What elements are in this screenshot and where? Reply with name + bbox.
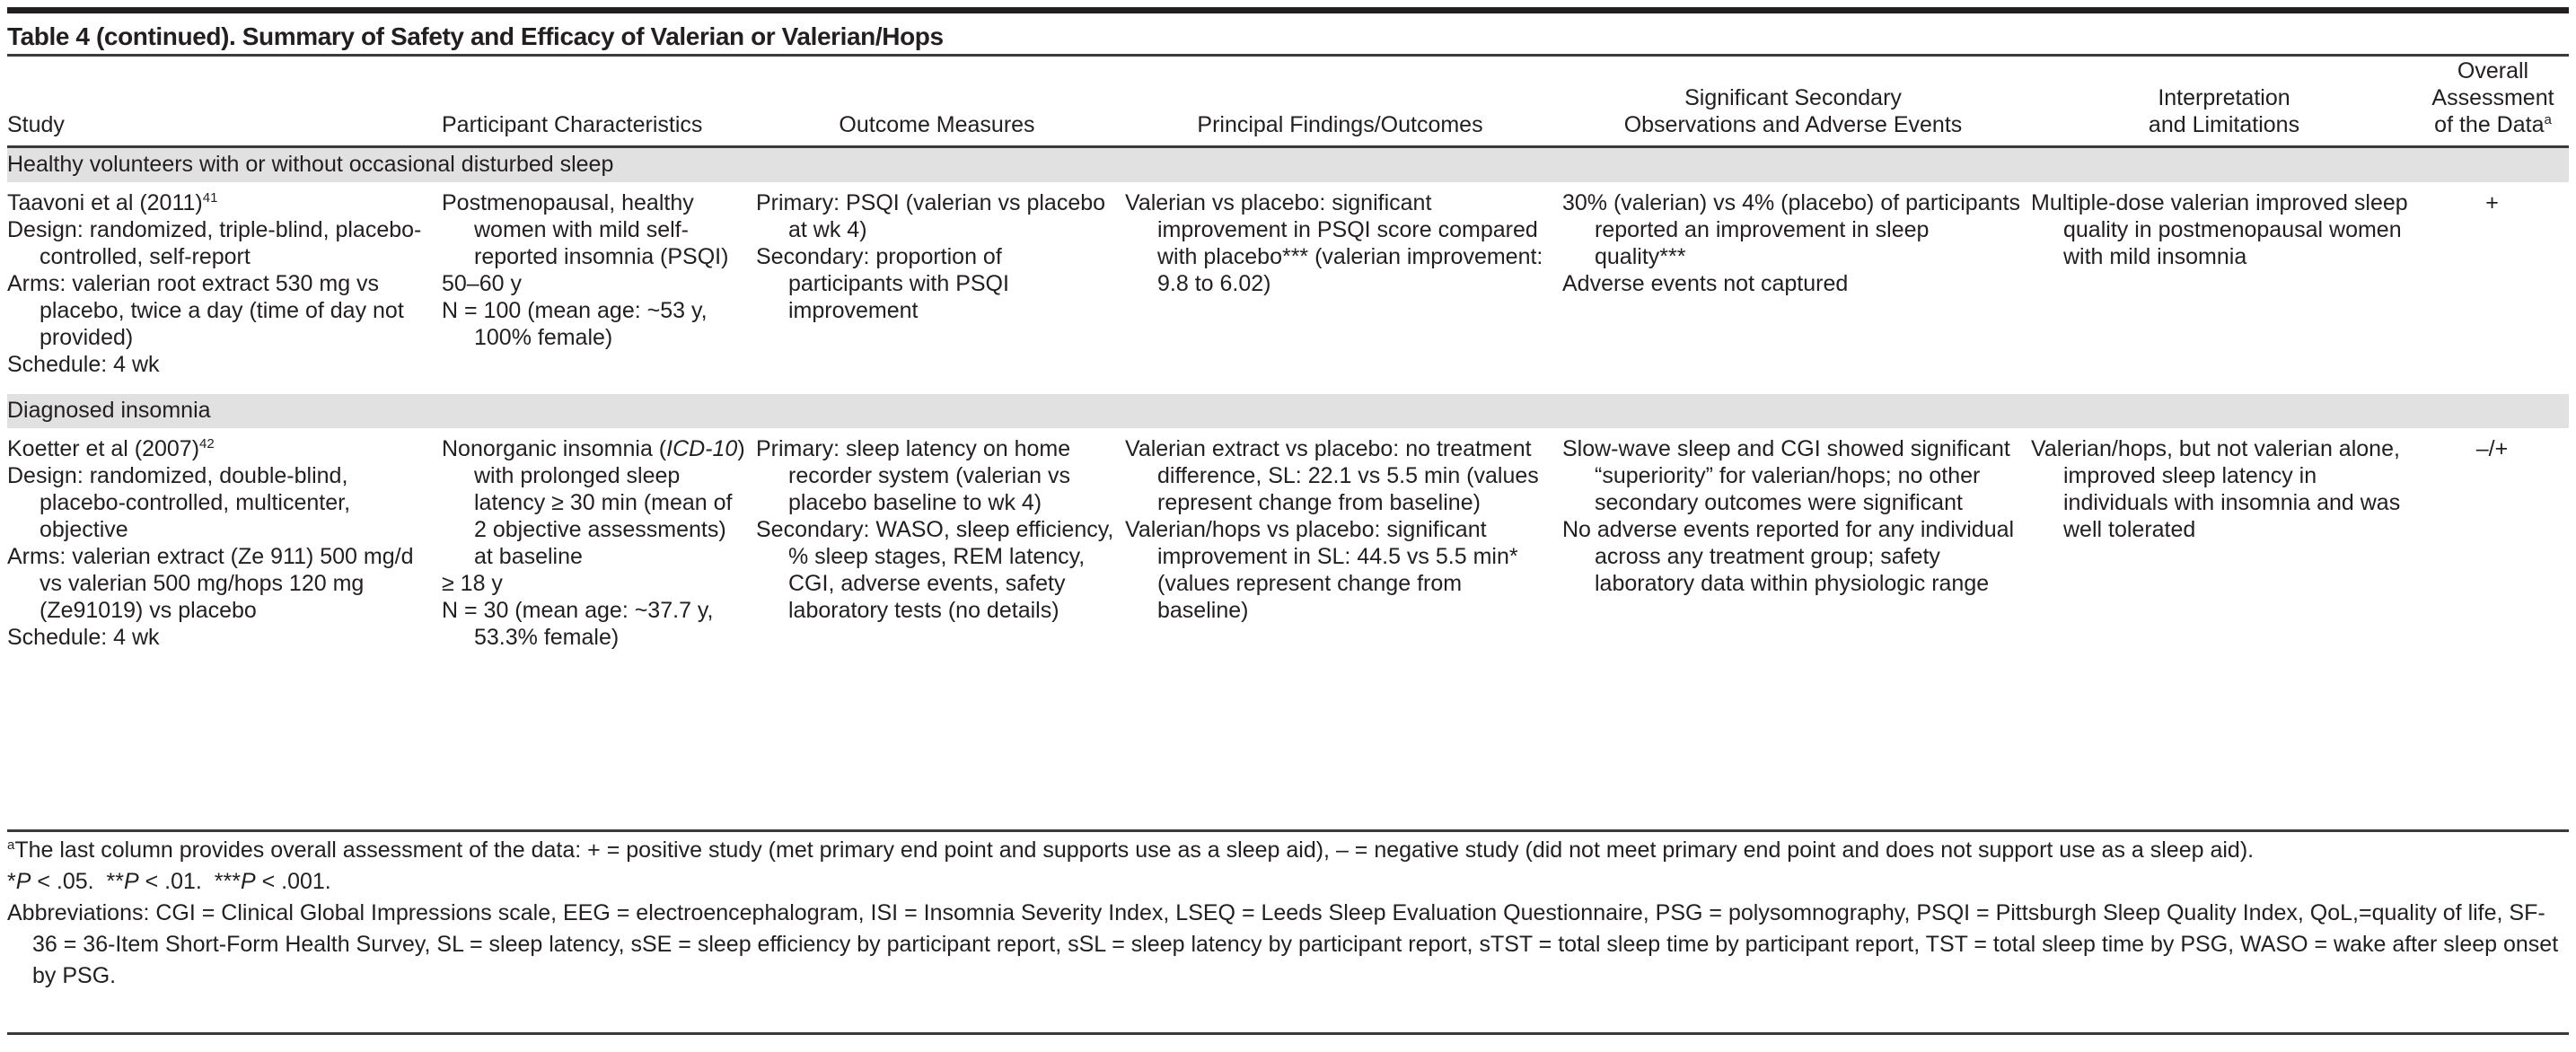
findings-line: Valerian vs placebo: significant improvement in PSQI score compared with placebo*** (valerian improvement: 9.8 to 6.02) xyxy=(1125,190,1543,296)
participant-cell xyxy=(442,182,756,394)
header-overall xyxy=(2424,57,2569,147)
study-cell xyxy=(7,182,442,394)
table-title: Table 4 (continued). Summary of Safety and Efficacy of Valerian or Valerian/Hops xyxy=(7,22,944,50)
footnote-significance xyxy=(7,866,2569,898)
footnote-bottom-rule xyxy=(7,1032,2569,1035)
title-rule xyxy=(7,54,2569,57)
participant-cell xyxy=(442,428,756,667)
study-cell xyxy=(7,428,442,667)
header-overall-line3: of the Data xyxy=(2434,112,2545,137)
outcome-cell xyxy=(756,428,1125,667)
header-participant: Participant Characteristics xyxy=(442,57,756,147)
participant-line: N = 100 (mean age: ~53 y, 100% female) xyxy=(442,298,708,350)
interpretation-text: Multiple-dose valerian improved sleep quality in postmenopausal women with mild insomnia xyxy=(2031,190,2408,269)
study-arms: Arms: valerian extract (Ze 911) 500 mg/d vs valerian 500 mg/hops 120 mg (Ze91019) vs placebo xyxy=(7,544,414,623)
reference-number: 41 xyxy=(202,190,218,206)
sig-value: < .05. xyxy=(31,869,107,894)
table-row xyxy=(7,428,2569,667)
secondary-line: Slow-wave sleep and CGI showed significant “superiority” for valerian/hops; no other secondary outcomes were significant xyxy=(1562,436,2010,515)
table-bottom-rule xyxy=(7,829,2569,832)
study-arms: Arms: valerian root extract 530 mg vs placebo, twice a day (time of day not provided) xyxy=(7,271,404,350)
overall-assessment: + xyxy=(2485,190,2499,215)
participant-line: N = 30 (mean age: ~37.7 y, 53.3% female) xyxy=(442,598,714,650)
secondary-line: No adverse events reported for any individual across any treatment group; safety laboratory data within physiologic range xyxy=(1562,517,2015,596)
interpretation-cell xyxy=(2031,428,2424,667)
findings-cell xyxy=(1125,428,1562,667)
group-row xyxy=(7,147,2569,183)
sig-p: P xyxy=(123,869,139,894)
participant-icd: ICD-10 xyxy=(666,436,738,461)
header-row xyxy=(7,57,2569,147)
header-overall-line2: Assessment xyxy=(2431,85,2554,110)
findings-line: Valerian/hops vs placebo: significant improvement in SL: 44.5 vs 5.5 min* (values represent change from baseline) xyxy=(1125,517,1518,623)
summary-table xyxy=(7,57,2569,667)
outcome-line: Primary: PSQI (valerian vs placebo at wk 4) xyxy=(756,190,1106,242)
top-rule xyxy=(7,7,2569,13)
secondary-cell xyxy=(1562,428,2031,667)
header-secondary-line1: Significant Secondary xyxy=(1684,85,1902,110)
outcome-line: Secondary: WASO, sleep efficiency, % sleep stages, REM latency, CGI, adverse events, safety laboratory tests (no details) xyxy=(756,517,1114,623)
study-schedule: Schedule: 4 wk xyxy=(7,625,160,650)
group-row xyxy=(7,394,2569,428)
participant-line: 50–60 y xyxy=(442,271,522,296)
outcome-line: Primary: sleep latency on home recorder system (valerian vs placebo baseline to wk 4) xyxy=(756,436,1071,515)
sig-marker: *** xyxy=(214,869,241,894)
secondary-cell xyxy=(1562,182,2031,394)
footnote-marker: a xyxy=(2544,112,2552,127)
header-interpretation-line2: and Limitations xyxy=(2148,112,2300,137)
sig-value: < .001. xyxy=(255,869,331,894)
participant-line: ≥ 18 y xyxy=(442,571,503,596)
findings-cell xyxy=(1125,182,1562,394)
participant-text: ) with prolonged sleep latency ≥ 30 min (mean of 2 objective assessments) at baseline xyxy=(474,436,745,569)
sig-p: P xyxy=(15,869,31,894)
overall-assessment: –/+ xyxy=(2475,436,2509,461)
header-secondary xyxy=(1562,57,2031,147)
header-interpretation-line1: Interpretation xyxy=(2158,85,2290,110)
sig-p: P xyxy=(240,869,256,894)
interpretation-cell xyxy=(2031,182,2424,394)
footnote-abbreviations: Abbreviations: CGI = Clinical Global Impressions scale, EEG = electroencephalogram, ISI = Insomnia Severity Index, LSEQ = Leeds Sleep Evaluation Questionnaire, PSG = polysomnography, PSQI = Pittsburgh Sleep Quality Index, QoL,=quality of life, SF-36 = 36-Item Short-Form Health Survey, SL = sleep latency, sSE = sleep efficiency by participant report, sSL = sleep latency by participant report, sTST = total sleep time by participant report, TST = total sleep time by PSG, WASO = wake after sleep onset by PSG. xyxy=(7,900,2559,988)
participant-line xyxy=(442,435,747,570)
participant-text: Nonorganic insomnia ( xyxy=(442,436,667,461)
footnote-a-text: The last column provides overall assessment of the data: + = positive study (met primary end point and supports use as a sleep aid), – = negative study (did not meet primary end point and does not support use as a sleep aid). xyxy=(14,837,2255,863)
header-findings: Principal Findings/Outcomes xyxy=(1125,57,1562,147)
study-design: Design: randomized, triple-blind, placebo-controlled, self-report xyxy=(7,217,422,269)
table-row xyxy=(7,182,2569,394)
group-label: Diagnosed insomnia xyxy=(7,394,2569,428)
study-schedule: Schedule: 4 wk xyxy=(7,352,160,377)
findings-line: Valerian extract vs placebo: no treatment difference, SL: 22.1 vs 5.5 min (values represent change from baseline) xyxy=(1125,436,1539,515)
footnote-a xyxy=(7,835,2569,866)
study-name: Koetter et al (2007) xyxy=(7,436,200,461)
group-label: Healthy volunteers with or without occasional disturbed sleep xyxy=(7,147,2569,183)
header-interpretation xyxy=(2031,57,2424,147)
header-secondary-line2: Observations and Adverse Events xyxy=(1623,112,1963,137)
header-study: Study xyxy=(7,57,442,147)
outcome-cell xyxy=(756,182,1125,394)
sig-value: < .01. xyxy=(138,869,215,894)
sig-marker: ** xyxy=(106,869,124,894)
study-design: Design: randomized, double-blind, placebo-controlled, multicenter, objective xyxy=(7,463,351,542)
footnotes xyxy=(7,835,2569,992)
sig-marker: * xyxy=(7,869,16,894)
interpretation-text: Valerian/hops, but not valerian alone, improved sleep latency in individuals with insomnia and was well tolerated xyxy=(2031,436,2401,542)
study-name: Taavoni et al (2011) xyxy=(7,190,203,215)
outcome-line: Secondary: proportion of participants with PSQI improvement xyxy=(756,244,1009,323)
header-overall-line1: Overall xyxy=(2457,58,2529,83)
footnote-marker: a xyxy=(7,837,15,853)
secondary-line: Adverse events not captured xyxy=(1562,271,1849,296)
reference-number: 42 xyxy=(199,436,215,451)
secondary-line: 30% (valerian) vs 4% (placebo) of participants reported an improvement in sleep quality*** xyxy=(1562,190,2020,269)
participant-line: Postmenopausal, healthy women with mild self-reported insomnia (PSQI) xyxy=(442,190,729,269)
header-outcome: Outcome Measures xyxy=(756,57,1125,147)
